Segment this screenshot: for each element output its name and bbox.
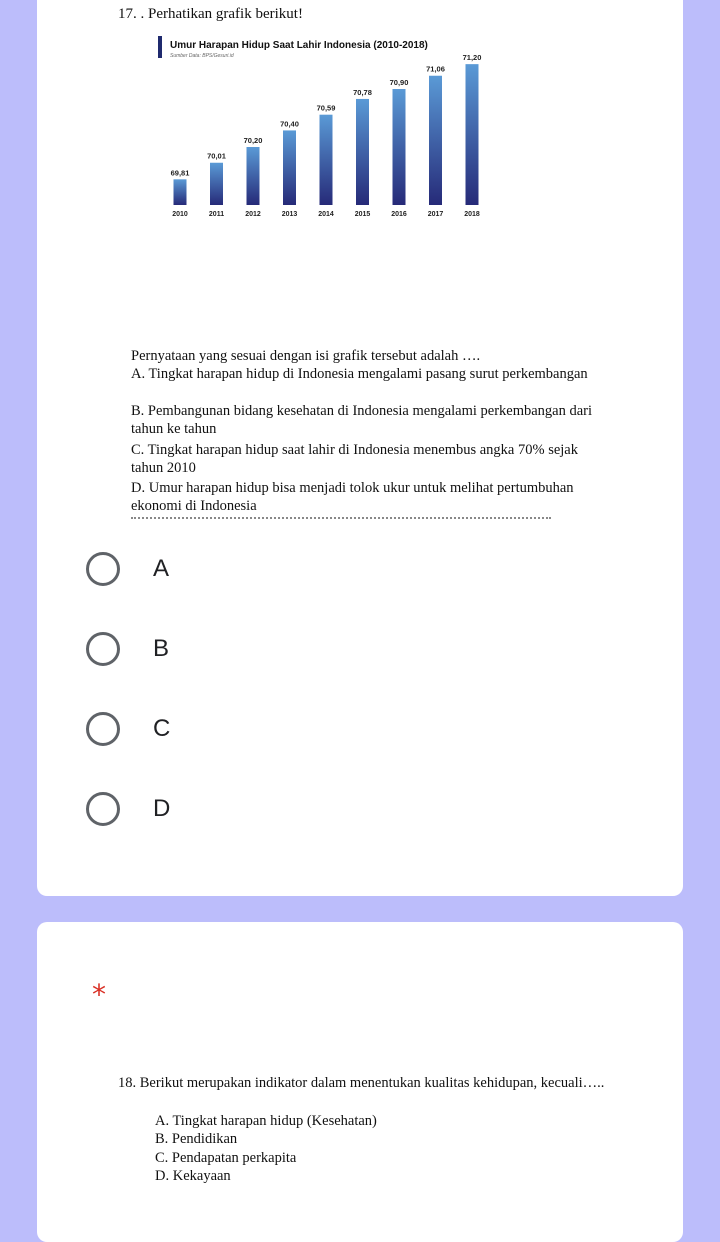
q18-statement-d: D. Kekayaan — [155, 1168, 231, 1184]
chart-bar-2016 — [393, 89, 406, 205]
choice-d[interactable] — [86, 789, 170, 829]
q18-statement-b: B. Pendidikan — [155, 1131, 238, 1147]
chart-value-label: 70,90 — [389, 78, 409, 87]
chart-subtitle: Sumber Data: BPS/Gesuri.id — [170, 53, 234, 59]
statement-d: D. Umur harapan hidup bisa menjadi tolok ukur untuk melihat pertumbuhan ekonomi di Indonesia — [131, 480, 574, 514]
statement-a: A. Tingkat harapan hidup di Indonesia mengalami pasang surut perkembangan — [131, 366, 588, 382]
radio-button[interactable] — [86, 792, 120, 826]
q18-statement-a: A. Tingkat harapan hidup (Kesehatan) — [155, 1113, 377, 1129]
choice-a[interactable] — [86, 549, 169, 589]
chart-value-label: 70,20 — [243, 136, 263, 145]
statement-c: C. Tingkat harapan hidup saat lahir di Indonesia menembus angka 70% sejak tahun 2010 — [131, 442, 578, 476]
chart-value-label: 70,59 — [316, 103, 336, 113]
chart-category-label: 2014 — [318, 211, 334, 218]
question-17-title: 17. . Perhatikan grafik berikut! — [118, 6, 303, 22]
required-asterisk: * — [92, 978, 106, 1011]
chart-value-label: 71,20 — [462, 53, 482, 63]
q18-statement-c: C. Pendapatan perkapita — [155, 1150, 297, 1166]
chart-value-label: 71,06 — [426, 64, 445, 74]
chart-bar-2018 — [466, 64, 479, 205]
chart-bar-2012 — [247, 147, 260, 205]
chart-category-label: 2010 — [172, 211, 188, 218]
chart-value-label: 69,81 — [170, 168, 190, 178]
chart-bar-2015 — [356, 99, 369, 205]
chart-category-label: 2017 — [427, 211, 444, 218]
chart-category-label: 2011 — [208, 211, 225, 218]
cropped-text-line — [131, 517, 551, 523]
chart-category-label: 2013 — [281, 211, 298, 218]
question-18-prompt: 18. Berikut merupakan indikator dalam menentukan kualitas kehidupan, kecuali….. — [118, 1075, 605, 1091]
statement-b: B. Pembangunan bidang kesehatan di Indonesia mengalami perkembangan dari tahun ke tahun — [131, 403, 593, 437]
choice-b[interactable] — [86, 629, 169, 669]
choice-label: C — [153, 715, 171, 742]
chart-category-label: 2015 — [354, 211, 371, 218]
chart-category-label: 2018 — [464, 211, 480, 218]
chart-bar-2017 — [429, 76, 442, 205]
radio-button[interactable] — [86, 632, 120, 666]
choice-c[interactable] — [86, 709, 170, 749]
question-17-prompt: Pernyataan yang sesuai dengan isi grafik tersebut adalah …. — [131, 348, 481, 364]
chart-value-label: 70,40 — [280, 119, 299, 129]
chart-bar-2013 — [283, 130, 296, 205]
chart-value-label: 70,78 — [353, 87, 372, 97]
choice-label: B — [153, 635, 170, 662]
chart-bar-2011 — [210, 163, 223, 205]
chart-category-label: 2012 — [245, 211, 261, 218]
choice-label: D — [153, 795, 171, 822]
chart-value-label: 70,01 — [207, 151, 226, 161]
chart-title-marker — [158, 36, 162, 58]
radio-button[interactable] — [86, 552, 120, 586]
choice-label: A — [153, 555, 170, 582]
chart-category-label: 2016 — [391, 211, 407, 218]
chart-bar-2010 — [174, 179, 187, 205]
radio-button[interactable] — [86, 712, 120, 746]
life-expectancy-chart — [150, 30, 495, 225]
chart-bar-2014 — [320, 115, 333, 205]
chart-title: Umur Harapan Hidup Saat Lahir Indonesia (2010-2018) — [170, 40, 428, 51]
